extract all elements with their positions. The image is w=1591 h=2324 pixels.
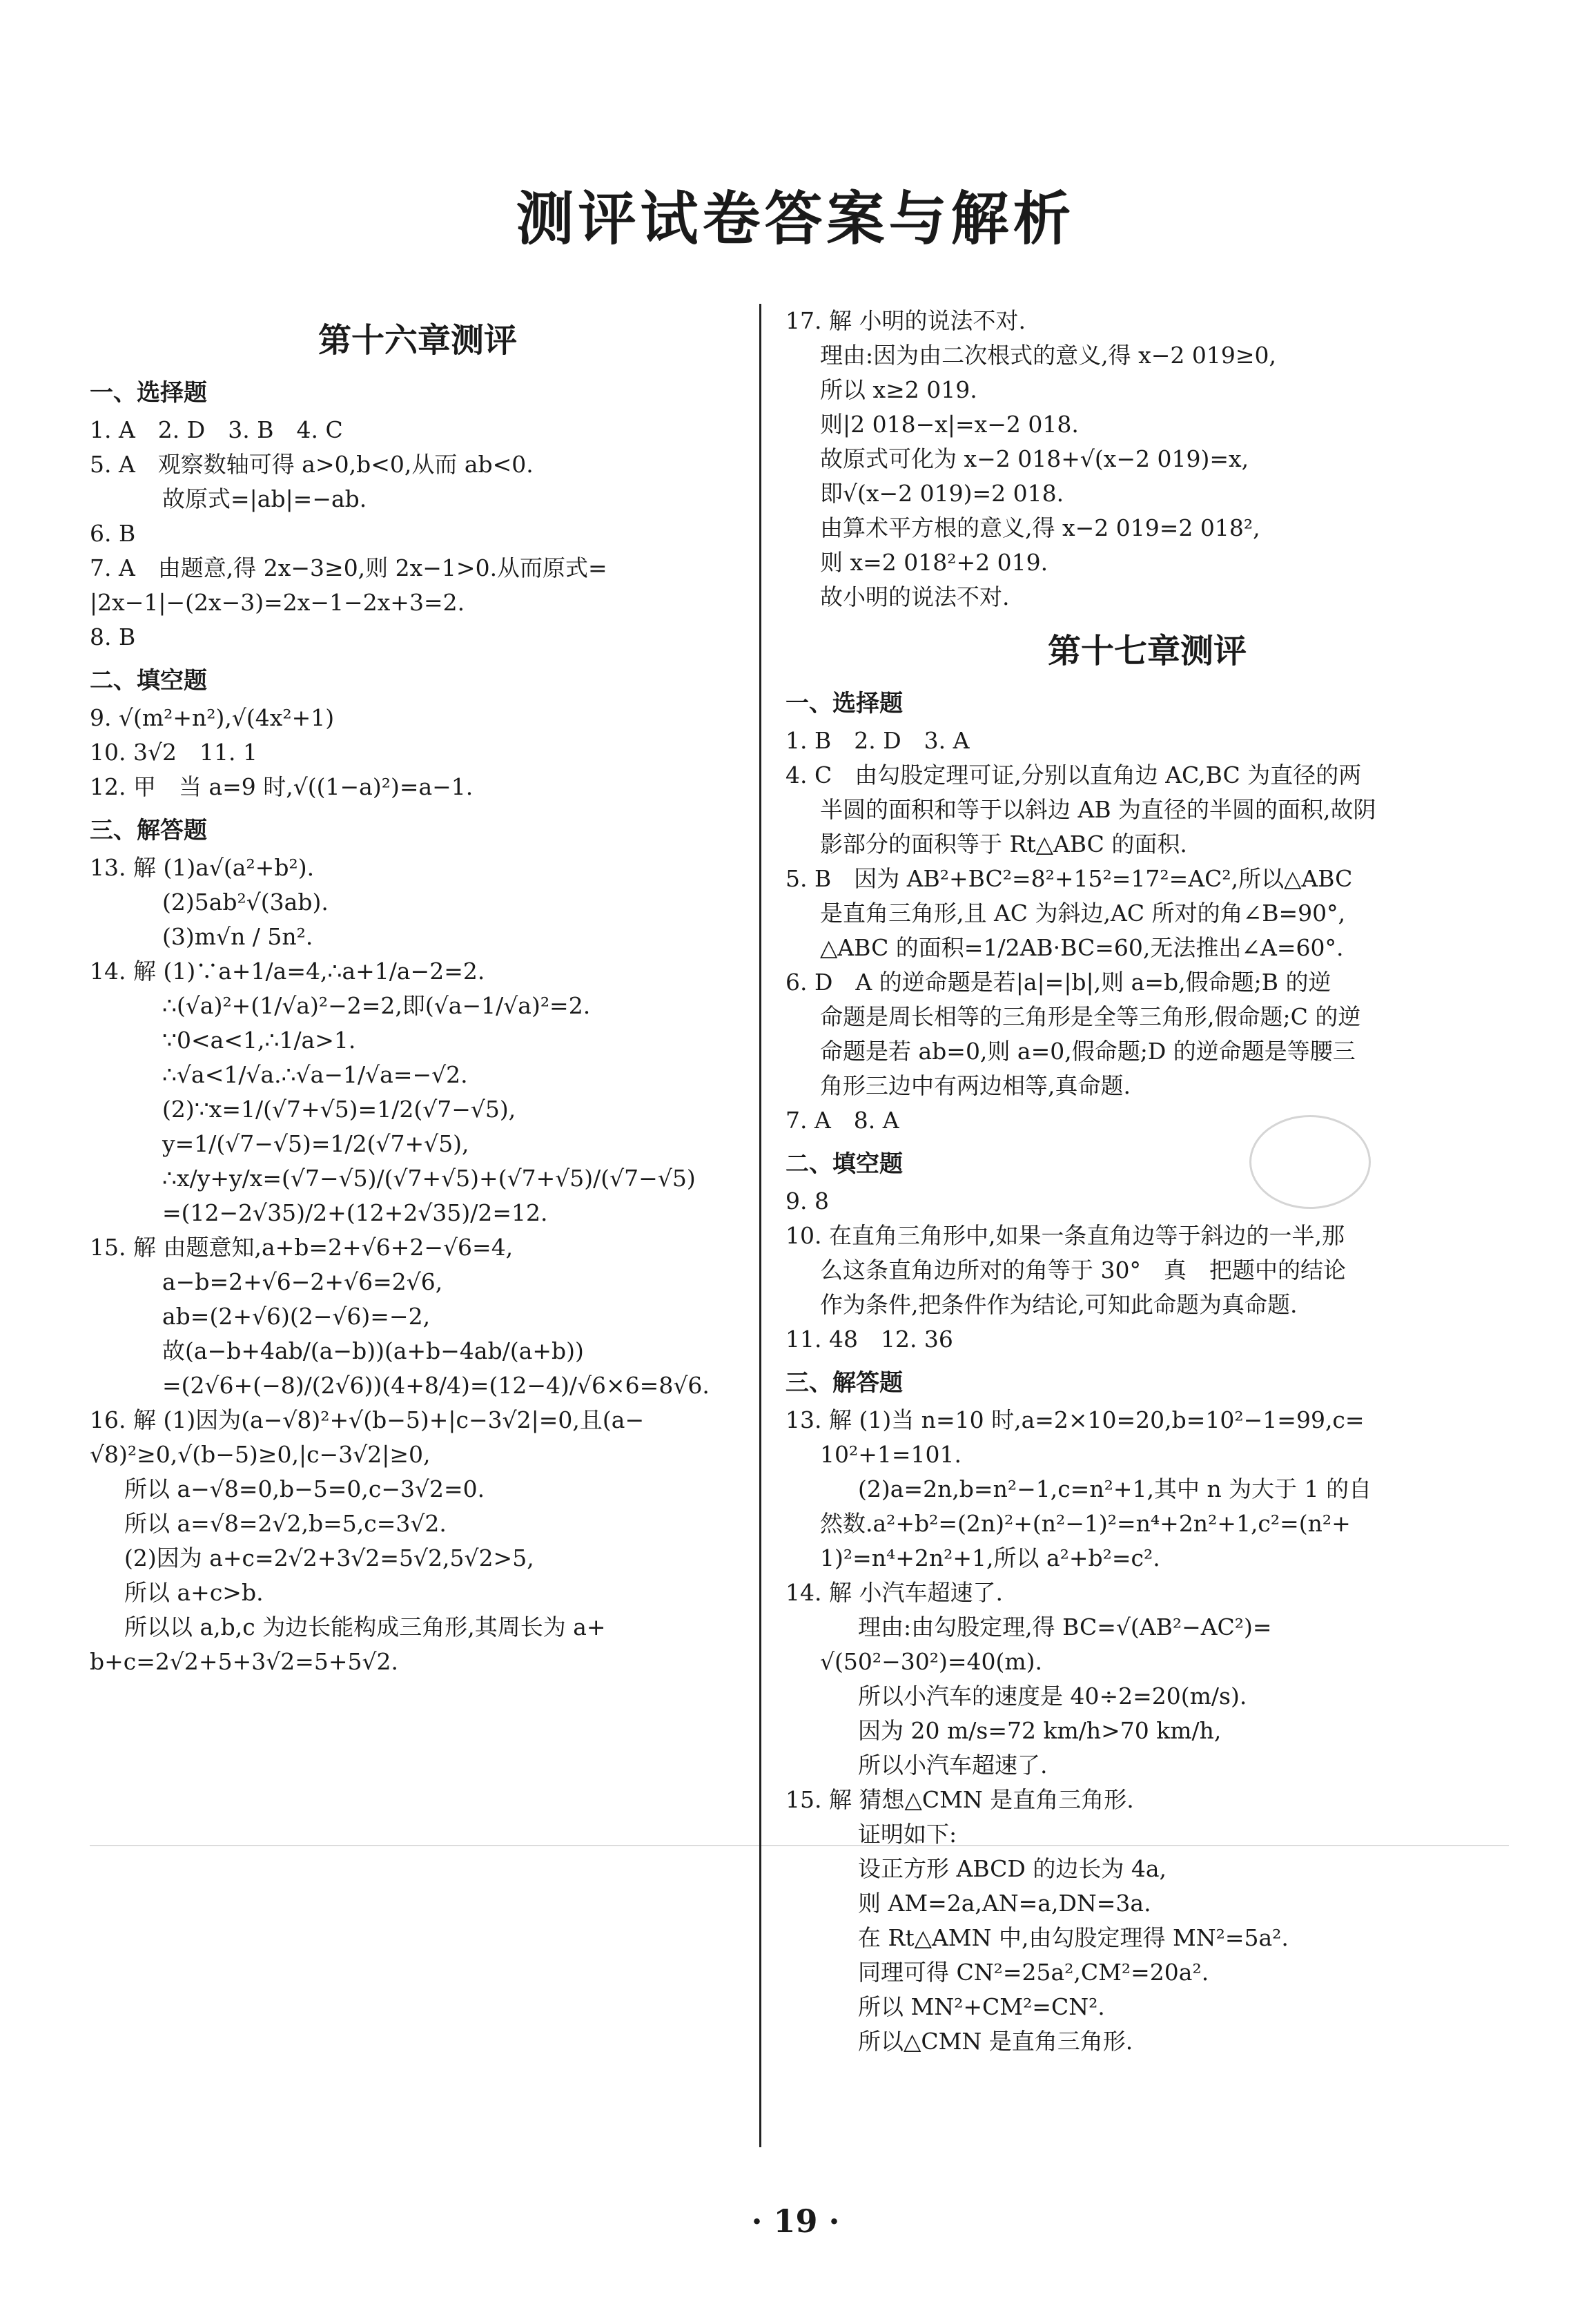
answer-line: 15. 解 猜想△CMN 是直角三角形. [785, 1786, 1134, 1813]
answer-line: 所以 a=√8=2√2,b=5,c=3√2. [124, 1510, 447, 1537]
answer-line: 故小明的说法不对. [820, 583, 1010, 610]
answer-line: 半圆的面积和等于以斜边 AB 为直径的半圆的面积,故阴 [820, 796, 1376, 823]
section-heading: 三、解答题 [785, 1369, 903, 1397]
answer-line: 13. 解 (1)当 n=10 时,a=2×10=20,b=10²−1=99,c= [785, 1406, 1365, 1433]
page-title: 测评试卷答案与解析 [516, 185, 1075, 253]
answer-line: ∴x/y+y/x=(√7−√5)/(√7+√5)+(√7+√5)/(√7−√5) [162, 1165, 696, 1192]
answer-line: 14. 解 (1)∵a+1/a=4,∴a+1/a−2=2. [90, 958, 485, 985]
answer-line: (3)m√n / 5n². [162, 923, 313, 950]
section-heading: 一、选择题 [785, 690, 903, 717]
answer-line: 1)²=n⁴+2n²+1,所以 a²+b²=c². [820, 1545, 1160, 1571]
stamp-seal [1249, 1115, 1371, 1209]
chapter16-q17-answer [785, 304, 1509, 614]
answer-line: √8)²≥0,√(b−5)≥0,|c−3√2|≥0, [90, 1441, 431, 1468]
answer-line: 理由:由勾股定理,得 BC=√(AB²−AC²)= [858, 1614, 1272, 1640]
page-number: · 19 · [751, 2202, 840, 2240]
answer-line: 所以小汽车的速度是 40÷2=20(m/s). [858, 1683, 1247, 1710]
answer-line: 然数.a²+b²=(2n)²+(n²−1)²=n⁴+2n²+1,c²=(n²+ [820, 1510, 1351, 1537]
answer-line: 则 AM=2a,AN=a,DN=3a. [858, 1890, 1151, 1917]
answer-line: 6. B [90, 520, 136, 547]
answer-line: 11. 48 12. 36 [785, 1326, 953, 1353]
answer-line: 1. A 2. D 3. B 4. C [90, 416, 343, 443]
answer-line: (2)a=2n,b=n²−1,c=n²+1,其中 n 为大于 1 的自 [858, 1475, 1372, 1502]
answer-line: 则|2 018−x|=x−2 018. [820, 411, 1079, 438]
answer-line: ∴√a<1/√a.∴√a−1/√a=−√2. [162, 1061, 468, 1088]
answer-line: 所以 x≥2 019. [820, 376, 977, 403]
answer-line: 故原式可化为 x−2 018+√(x−2 019)=x, [820, 445, 1249, 472]
answer-line: 1. B 2. D 3. A [785, 727, 970, 754]
answer-line: 在 Rt△AMN 中,由勾股定理得 MN²=5a². [858, 1924, 1289, 1951]
answer-line: 7. A 由题意,得 2x−3≥0,则 2x−1>0.从而原式= [90, 554, 607, 581]
answer-line: 7. A 8. A [785, 1107, 899, 1134]
answer-line: 10²+1=101. [820, 1441, 962, 1468]
answer-line: 作为条件,把条件作为结论,可知此命题为真命题. [820, 1291, 1298, 1318]
chapter17-answers [785, 684, 1509, 2059]
answer-line: (2)5ab²√(3ab). [162, 889, 329, 916]
answer-line: 则 x=2 018²+2 019. [820, 549, 1048, 576]
answer-line: 10. 在直角三角形中,如果一条直角边等于斜边的一半,那 [785, 1222, 1345, 1249]
answer-line: 角形三边中有两边相等,真命题. [820, 1072, 1131, 1099]
answer-line: |2x−1|−(2x−3)=2x−1−2x+3=2. [90, 589, 465, 616]
answer-line: 5. B 因为 AB²+BC²=8²+15²=17²=AC²,所以△ABC [785, 865, 1353, 892]
section-heading: 二、填空题 [90, 667, 207, 695]
answer-line: 12. 甲 当 a=9 时,√((1−a)²)=a−1. [90, 773, 474, 800]
chapter16-heading: 第十六章测评 [318, 321, 517, 360]
answer-line: (2)因为 a+c=2√2+3√2=5√2,5√2>5, [124, 1545, 534, 1571]
answer-line: 10. 3√2 11. 1 [90, 739, 257, 766]
answer-line: 9. 8 [785, 1188, 829, 1214]
right-column [785, 304, 1509, 2059]
chapter17-heading: 第十七章测评 [1047, 632, 1247, 670]
answer-line: 所以 a+c>b. [124, 1579, 264, 1606]
column-divider [759, 304, 761, 2147]
answer-line: 同理可得 CN²=25a²,CM²=20a². [858, 1959, 1209, 1986]
answer-line: 命题是周长相等的三角形是全等三角形,假命题;C 的逆 [820, 1003, 1361, 1030]
answer-line: ∴(√a)²+(1/√a)²−2=2,即(√a−1/√a)²=2. [162, 992, 591, 1019]
answer-line: 所以 a−√8=0,b−5=0,c−3√2=0. [124, 1475, 485, 1502]
answer-line: 所以△CMN 是直角三角形. [858, 2028, 1133, 2055]
answer-line: 9. √(m²+n²),√(4x²+1) [90, 704, 335, 731]
answer-line: 8. B [90, 623, 136, 650]
answer-line: 13. 解 (1)a√(a²+b²). [90, 854, 315, 881]
answer-line: 因为 20 m/s=72 km/h>70 km/h, [858, 1717, 1222, 1744]
answer-line: △ABC 的面积=1/2AB·BC=60,无法推出∠A=60°. [820, 934, 1344, 961]
answer-line: b+c=2√2+5+3√2=5+5√2. [90, 1648, 399, 1675]
answer-line: 影部分的面积等于 Rt△ABC 的面积. [820, 831, 1187, 858]
answer-line: a−b=2+√6−2+√6=2√6, [162, 1268, 443, 1295]
answer-line: =(2√6+(−8)/(2√6))(4+8/4)=(12−4)/√6×6=8√6. [162, 1372, 710, 1399]
answer-line: 故(a−b+4ab/(a−b))(a+b−4ab/(a+b)) [162, 1337, 584, 1364]
answer-line: 所以以 a,b,c 为边长能构成三角形,其周长为 a+ [124, 1614, 606, 1640]
answer-line: 理由:因为由二次根式的意义,得 x−2 019≥0, [820, 342, 1276, 369]
answer-line: 所以 MN²+CM²=CN². [858, 1993, 1105, 2020]
answer-line: =(12−2√35)/2+(12+2√35)/2=12. [162, 1199, 548, 1226]
answer-line: ∵0<a<1,∴1/a>1. [162, 1027, 356, 1054]
answer-line: 6. D A 的逆命题是若|a|=|b|,则 a=b,假命题;B 的逆 [785, 969, 1331, 996]
answer-line: 证明如下: [858, 1821, 957, 1848]
section-heading: 一、选择题 [90, 379, 207, 407]
answer-line: 17. 解 小明的说法不对. [785, 307, 1026, 334]
answer-line: 14. 解 小汽车超速了. [785, 1579, 1003, 1606]
answer-line: 4. C 由勾股定理可证,分别以直角边 AC,BC 为直径的两 [785, 762, 1362, 788]
chapter16-answers [90, 374, 745, 1679]
answer-line: y=1/(√7−√5)=1/2(√7+√5), [162, 1130, 469, 1157]
section-heading: 二、填空题 [785, 1150, 903, 1178]
answer-line: 是直角三角形,且 AC 为斜边,AC 所对的角∠B=90°, [820, 900, 1346, 927]
answer-line: 16. 解 (1)因为(a−√8)²+√(b−5)+|c−3√2|=0,且(a− [90, 1406, 645, 1433]
section-heading: 三、解答题 [90, 817, 207, 844]
answer-line: (2)∵x=1/(√7+√5)=1/2(√7−√5), [162, 1096, 516, 1123]
left-column [90, 304, 745, 1679]
answer-line: 故原式=|ab|=−ab. [162, 485, 367, 512]
answer-line: 设正方形 ABCD 的边长为 4a, [858, 1855, 1167, 1882]
answer-line: 么这条直角边所对的角等于 30° 真 把题中的结论 [820, 1257, 1346, 1284]
answer-line: 5. A 观察数轴可得 a>0,b<0,从而 ab<0. [90, 451, 534, 478]
answer-line: ab=(2+√6)(2−√6)=−2, [162, 1303, 431, 1330]
answer-line: 所以小汽车超速了. [858, 1752, 1048, 1779]
answer-line: 命题是若 ab=0,则 a=0,假命题;D 的逆命题是等腰三 [820, 1038, 1356, 1065]
answer-line: 由算术平方根的意义,得 x−2 019=2 018², [820, 514, 1260, 541]
answer-line: √(50²−30²)=40(m). [820, 1648, 1043, 1675]
answer-line: 15. 解 由题意知,a+b=2+√6+2−√6=4, [90, 1234, 514, 1261]
answer-line: 即√(x−2 019)=2 018. [820, 480, 1064, 507]
